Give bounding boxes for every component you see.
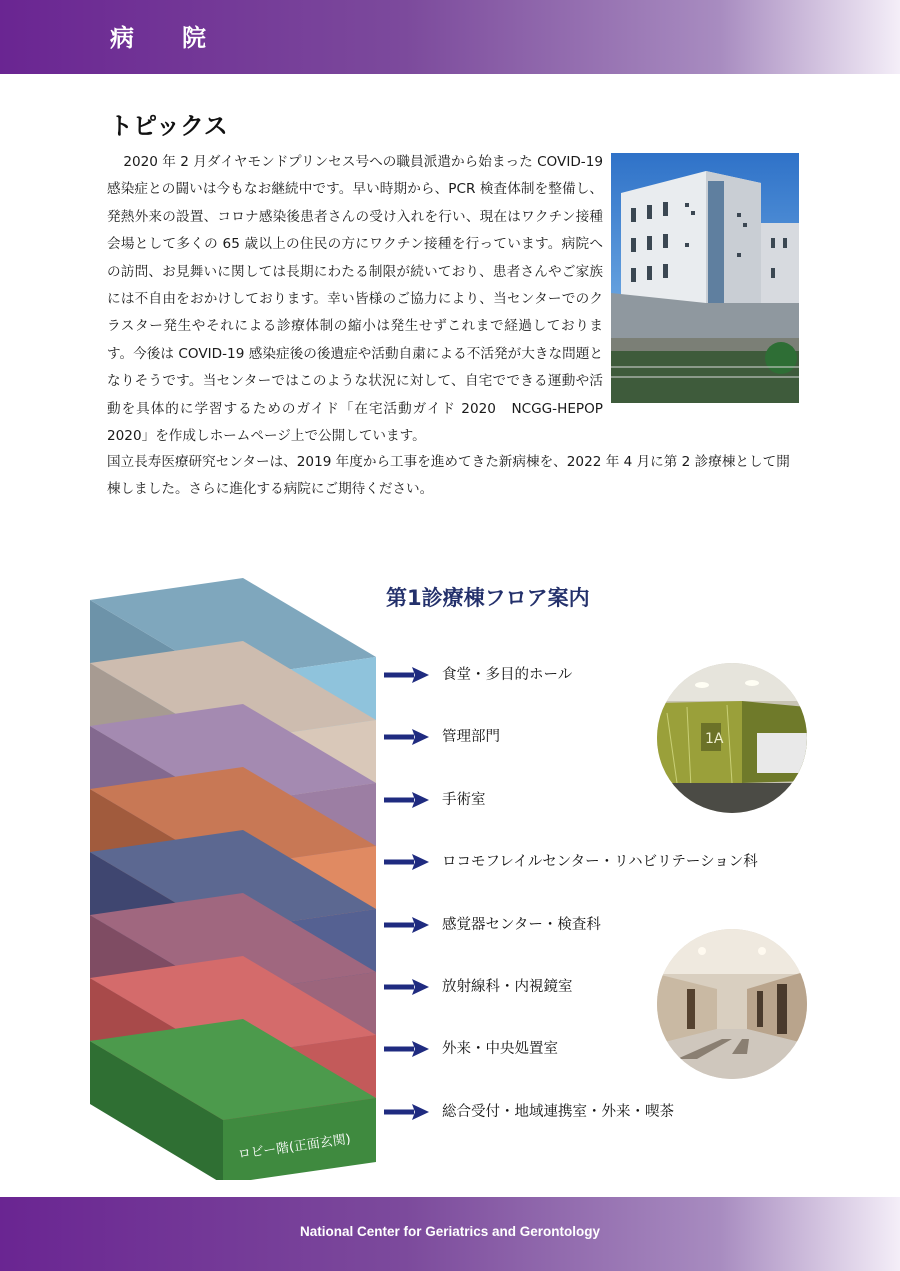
page-header-band — [0, 0, 900, 74]
right-arrow-icon — [384, 666, 430, 684]
corridor-photo — [657, 929, 807, 1079]
sign-1a: 1A — [705, 731, 724, 747]
floor-description: 食堂・多目的ホール — [442, 667, 573, 683]
right-arrow-icon — [384, 978, 430, 996]
topics-heading: トピックス — [109, 112, 228, 140]
floor-stack-diagram — [0, 560, 420, 1180]
floor-description: 手術室 — [442, 791, 486, 808]
topics-paragraph-1: 2020 年 2 月ダイヤモンドプリンセス号への職員派遣から始まった COVID-19 感染症との闘いは今もなお継続中です。早い時期から、PCR 検査体制を整備し、発熱外来の設置、コロナ感染後患者さんの受け入れを行い、現在はワクチン接種会場として多くの 65 歳以上の住民の方にワクチン接種を行っています。病院への訪問、お見舞いに関しては長期にわたる制限が続いており、患者さんやご家族には不自由をおかけしております。幸い皆様のご協力により、当センターでのクラスター発生やそれによる診療体制の縮小は発生せずこれまで経過しております。今後は COVID-19 感染症後の後遺症や活動自粛による不活発が大きな問題となりそうです。当センターではこのような状況に対して、自宅でできる運動や活動を具体的に学習するためのガイド「在宅活動ガイド 2020 NCGG-HEPOP 2020」を作成しホームページ上で公開しています。 — [107, 154, 603, 445]
floor-description: 総合受付・地域連携室・外来・喫茶 — [442, 1103, 674, 1120]
floor-description: 外来・中央処置室 — [442, 1041, 558, 1058]
floor-guide-title: 第1診療棟フロア案内 — [386, 586, 590, 610]
floor-description: 感覚器センター・検査科 — [442, 916, 601, 933]
page-section-title: 病 院 — [110, 24, 218, 52]
floor-level-label: ロビー階(正面玄関) — [237, 1131, 352, 1163]
right-arrow-icon — [384, 916, 430, 934]
floor-description: 管理部門 — [442, 729, 500, 746]
right-arrow-icon — [384, 1103, 430, 1121]
hospital-building-photo — [611, 153, 799, 403]
right-arrow-icon — [384, 1040, 430, 1058]
floor-description: 放射線科・内視鏡室 — [442, 979, 573, 995]
footer-org-name: National Center for Geriatrics and Gerontology — [299, 1224, 601, 1239]
right-arrow-icon — [384, 853, 430, 871]
right-arrow-icon — [384, 728, 430, 746]
page-footer-band — [0, 1197, 900, 1271]
cafeteria-photo — [657, 663, 807, 813]
topics-paragraph-2: 国立長寿医療研究センターは、2019 年度から工事を進めてきた新病棟を、2022 年 4 月に第 2 診療棟として開棟しました。さらに進化する病院にご期待ください。 — [107, 454, 790, 498]
floor-description: ロコモフレイルセンター・リハビリテーション科 — [442, 854, 758, 871]
right-arrow-icon — [384, 791, 430, 809]
